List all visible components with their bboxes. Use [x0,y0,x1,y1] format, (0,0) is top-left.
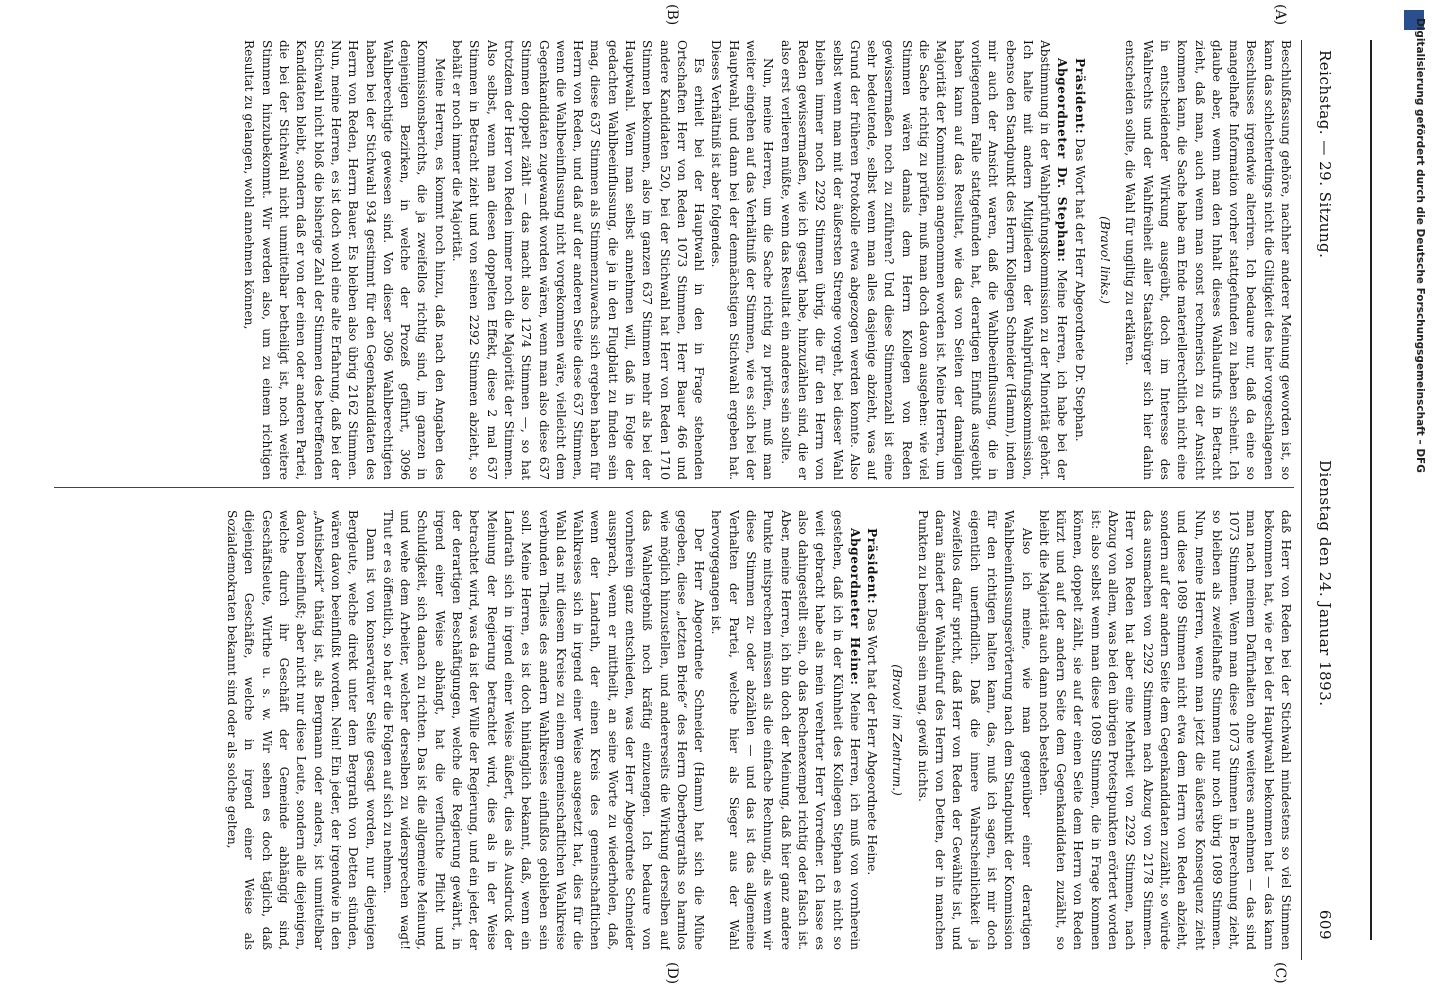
margin-marker-a: (A) [1272,4,1288,26]
heine-text: Meine Herren, ich muß von vornherein gestehen, daß ich in der Kühnheit des Kollegen Stephan es nicht so weit gebracht habe als mein verehrter Herr Vorredner. Ich lasse es also dahingestellt sein, ob das Rechenexempel richtig oder falsch ist. Aber, meine Herren, ich bin doch der Meinung, daß hier ganz andere Punkte mitsprechen müssen als die einfache Rechnung, als wenn wir diese Stimmen zu- oder abzählen — und das ist das allgemeine Verhalten der Partei, welche hier als Sieger aus der Wahl hervorgegangen ist. [709,510,862,950]
column-divider [54,487,1294,488]
left-applause: (Bravo! links.) [1098,216,1113,304]
right-president-line [863,510,880,950]
header-session: Reichstag. — 29. Sitzung. [1316,50,1334,259]
left-paragraph-4: Es erhielt bei der Hauptwahl in den in Frage stehenden Ortschaften Herr von Reden 1073 Stimmen, Herr Bauer 466 und andere Kandidaten 520, bei der Stichwahl hat Herr von Reden 1710 Stimmen bekommen, also im ganzen 637 Stimmen mehr als bei der Hauptwahl. Wenn man selbst annehmen will, daß in Folge der gedachten Wahlbeeinflussung, die ja in den Flugblatt zu finden sein mag, diese 637 Stimmen als Stimmenzuwachs sich ergeben haben für Herrn von Reden, und daß auf der anderen Seite diese 637 Stimmen, wenn die Wahlbeeinflussung nicht vorgekommen wäre, vielleicht dem Gegenkandidaten zugewandt worden wären, wenn man also diese 637 Stimmen doppelt zählt — das macht also 1274 Stimmen —, so hat trotzdem der Herr von Reden immer noch die Majorität der Stimmen. Also selbst, wenn man diesen doppelten Effekt, diese 2 mal 637 Stimmen in Betracht zieht und von seinen 2292 Stimmen abzieht, so behält er noch immer die Majorität. [450,40,707,480]
header-date: Dienstag den 24. Januar 1893. [1316,460,1334,707]
margin-marker-d: (D) [664,962,680,985]
right-column [34,510,1294,950]
dfg-credit [1400,8,1432,998]
left-paragraph-3: Nun, meine Herren, um die Sache richtig zu prüfen, muß man weiter eingehen auf das Verhältniß der Stimmen, wie es sich bei der Hauptwahl, und dann bei der demnächstigen Stichwahl ergeben hat. Dieses Verhältniß ist aber folgendes. [709,40,776,480]
speaker-president: Präsident: [1072,58,1087,135]
left-paragraph-5: Meine Herren, es kommt noch hinzu, daß nach den Angaben des Kommissionsberichts, die ja zweifellos richtig sind, im ganzen in denjenigen Bezirken, in welche der Prozeß geführt, 3096 Wahlberechtigte gewesen sind. Von dieser 3096 Wahlberechtigten haben bei der Stichwahl 934 gestimmt für den Gegenkandidaten des Herrn von Reden, Herrn Bauer. Es bleiben also übrig 2162 Stimmen. Nun, meine Herren, es ist doch wohl eine alte Erfahrung, daß bei der Stichwahl nicht bloß die bisherige Zahl der Stimmen des betreffenden Kandidaten bleibt, sondern daß er von der einen oder anderen Partei, die bei der Stichwahl nicht unmittelbar betheiligt ist, noch weitere Stimmen hinzubekommt. Wir werden also, um zu einem richtigen Resultat zu gelangen, wohl annehmen können, [242,40,447,480]
left-paragraph-2 [776,40,1070,480]
right-applause: (Bravo! im Zentrum.) [890,664,905,796]
right-paragraph-4: Der Herr Abgeordnete Schneider (Hamm) hat sich die Mühe gegeben, diese „letzten Briefe“ des Herrn Oberbergraths so harmlos wie möglich hinzustellen, und andererseits die Wirkung derselben auf das Wahlergebniß noch kräftig einzuengen. Ich bedaure von vornherein ganz entschieden, was der Herr Abgeordnete Schneider aussprach, wenn er mittheilt, an seine Worte zu wiederholen, daß, wenn der Landrath, der einen Kreis des gemeinschaftlichen Wahlkreises sich in irgend einer Weise ausgesetzt hat, dies für die Wahl das mit diesem Kreise zu einem gemeinschaftlichen Wahlkreise verbunden Theiles des andern Wahlkreises einflußlos geblieben sein soll. Meine Herren, es ist doch hinlänglich bekannt, daß, wenn ein Landrath sich in irgend einer Weise äußert, dies als Ausdruck der Meinung der Regierung betrachtet wird, dies als in der Weise betrachtet wird, was da ist der Wille der Regierung, und ein jeder, der der derartigen Beschäftigungen, welche die Regierung gewährt, in irgend einer Weise abhängt, hat die verfluchte Pflicht und Schuldigkeit, sich danach zu richten. Das ist die allgemeine Meinung, und wehe dem Arbeiter, welcher derselben zu widersprechen wagt! Thut er es öffentlich, so hat er die Folgen auf sich zu nehmen. [380,510,707,950]
speaker-heine: Abgeordneter Heine: [847,528,862,686]
dfg-credit-text: Digitalisierung gefördert durch die Deutsche Forschungsgemeinschaft – DFG [1414,18,1426,473]
stephan-text: Meine Herren, ich habe bei der Abstimmung in der Wahlprüfungskommission zu der Minorität gehört. Ich halte mit andern Mitgliedern der Wahlprüfungskommission, ebenso den Standpunkt des Herrn Kollegen Schneider (Hamm), indem mir auch der Ansicht waren, daß die Wahlbeeinflussung, die in vorliegendem Falle stattgefunden hat, derartigen Einfluß ausgeübt haben kann auf das Resultat, wie das von Seiten der damaligen Majorität der Kommission angenommen worden ist. Meine Herren, um die Sache richtig zu prüfen, muß man doch davon ausgehen: wie viel Stimmen wären damals dem Herrn Kollegen von Reden gewissermaßen noch zu zuführen? Und diese Stimmenzahl ist eine sehr bedeutende, selbst wenn man alles dasjenige abzieht, was auf Grund der früheren Protokolle etwa abgezogen werden konnte. Also selbst wenn man mit der äußersten Strenge vorgeht, bei dieser Wahl bleiben immer noch 2292 Stimmen übrig, die für den Herrn von Reden gewissermaßen, wie ich gesagt habe, hinzuzählen sind, die er also erst verlieren müßte, wenn das Resultat ein anderes sein sollte. [778,40,1070,480]
margin-marker-b: (B) [664,4,680,26]
right-paragraph-3 [707,510,863,950]
top-rule [1370,40,1372,940]
right-paragraph-5: Dann ist von konservativer Seite gesagt worden, nur diejenigen Bergleute, welche direkt unter dem Bergrath von Detten stünden, wären davon beeinflußt worden. Nein! Ein jeder, der irgendwie in den „Antisbezirk“ thätig ist, als Bergmann oder anders, ist unmittelbar davon beeinflußt; aber nicht nur diese Leute, sondern alle diejenigen, welche durch ihr Geschäft der Gemeinde abhängig sind, Geschäftsleute, Wirthe u. s. w. Wir sehen es doch täglich, daß diejenigen Geschäfte, welche in irgend einer Weise als Sozialdemokraten bekannt sind oder als solche gelten, [225,510,378,950]
left-paragraph-1: Beschlußfassung gehöre, nachher anderer Meinung geworden ist, so kann das schlechterdings nicht die Giltigkeit des hier vorgeschlagenen Beschlusses irgendwie alteriren. Ich bedaure nur, daß da eine so mangelhafte Information vorher stattgefunden zu haben scheint. Ich glaube aber, wenn man den Inhalt dieses Wahlaufrufs in Betracht zieht, daß man, auch wenn man sonst rechnerisch zu der Ansicht kommen kann, die Sache habe am Ende materiellerechtlich nicht eine in entscheidender Wirkung ausgeübt, doch im Interesse des Wahlrechts und der Wahlfreiheit aller Staatsbürger sich hier dahin entscheiden sollte, die Wahl für ungiltig zu erklären. [1123,40,1293,480]
left-column [34,40,1294,480]
speaker-stephan: Abgeordneter Dr. Stephan: [1055,58,1070,263]
left-president-line [1070,40,1087,480]
right-paragraph-2: Also ich meine, wie man gegenüber einer derartigen Wahlbeeinflussungserörterung nach dem Standpunkt der Kommission für den richtigen halten kann, das, muß ich sagen, ist mir doch eigentlich unerfindlich. Daß die innere Wahrscheinlichkeit ja zweifellos dafür spricht, daß Herr von Reden der Gewählte ist, und daran ändert der Wahlaufruf des Herrn von Detten, der in manchen Punkten zu bemängeln sein mag, gewiß nichts. [915,510,1034,950]
right-paragraph-1: daß Herr von Reden bei der Stichwahl mindestens so viel Stimmen bekommen hat, wie er bei der Hauptwahl bekommen hat — das kann man nach meinem Dafürhalten ohne weiteres annehmen — das sind 1073 Stimmen. Wenn man diese 1073 Stimmen in Berechnung zieht, so bleiben als zweifelhafte Stimmen nur noch übrig 1089 Stimmen. Nun, meine Herren, wenn man jetzt die äußerste Konsequenz zieht und diese 1089 Stimmen nicht etwa dem Herrn von Reden abzieht, sondern auf der andern Seite dem Gegenkandidaten zuzählt, so würde das ausmachen von 2292 Stimmen nach Abzug von 2178 Stimmen. Herr von Reden hat aber eine Mehrheit von 2292 Stimmen, nach Abzug von allem, was bei den übrigen Protestpunkten erörtert worden ist: also selbst wenn man diese 1089 Stimmen, die in Frage kommen können, doppelt zählt, sie auf der einen Seite dem Herrn von Reden kürzt und auf der andern Seite dem Gegenkandidaten zuzählt, so bleibt die Majorität auch dann noch bestehen. [1036,510,1293,950]
president-text-2: Das Wort hat der Herr Abgeordnete Heine. [865,608,880,876]
page-number: 609 [1316,909,1334,940]
page-header [1304,40,1340,960]
header-rule [1301,40,1302,960]
president-text: Das Wort hat der Herr Abgeordnete Dr. Stephan. [1072,138,1087,442]
margin-marker-c: (C) [1272,962,1288,984]
speaker-president-2: Präsident: [865,528,880,605]
